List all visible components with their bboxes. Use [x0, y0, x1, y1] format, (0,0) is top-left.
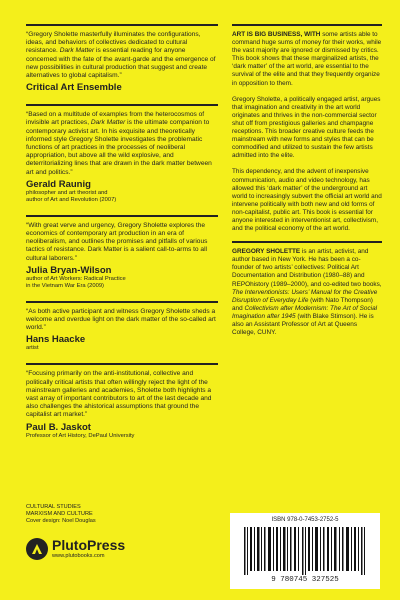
publisher-url: www.plutobooks.com [52, 553, 105, 559]
blurb-author: Critical Art Ensemble [26, 82, 122, 94]
blurb-quote: “As both active participant and witness Gregory Sholette sheds a welcome and overdue light on the dark matter of the so-called art world.” [26, 307, 216, 332]
blurb-4 [26, 301, 218, 353]
publisher-logo [26, 538, 125, 560]
divider [26, 363, 218, 365]
description-paragraph: This dependency, and the advent of inexpensive communication, audio and video technology, has allowed this ‘dark matter’ of the underground art world to increasingly subvert the official art world and intervene politically with both new and old forms of non-capitalist, public art. This book is essential for anyone interested in interventionist art, collectivism, and the political economy of the art world. [232, 168, 382, 233]
blurb-quote: “Gregory Sholette masterfully illuminates the configurations, ideas, and behaviors of collectives dedicated to cultural resistance. Dark Matter is essential reading for anyone concerned with the fate of the avant-garde and the emergence of new possibilities in cultural production that suggest and create alternatives to global capitalism.” [26, 31, 216, 80]
blurb-quote: “Based on a multitude of examples from the heterocosmos of invisible art practices, Dark Matter is the ultimate companion to contemporary activist art. In his exquisite and theoretically informed style Gregory Sholette investigates the problematic functions of art practices in the processes of neoliberal appropriation, but above all the wild explosive, and deterritorializing lines that are drawn in the dark matter between art and politics.” [26, 111, 212, 176]
subject-categories [26, 504, 96, 525]
divider [26, 215, 218, 217]
blurb-author: Julia Bryan-Wilson [26, 264, 112, 276]
blurb-2 [26, 104, 218, 204]
publisher-name: PlutoPress [52, 537, 126, 553]
divider [26, 24, 218, 26]
endorsements-column [26, 24, 218, 451]
blurb-author: Paul B. Jaskot [26, 421, 91, 433]
divider [232, 24, 382, 26]
description-paragraph: Gregory Sholette, a politically engaged artist, argues that imagination and creativity in the art world originates and thrives in the non-commercial sector shut off from prestigious galleries and champagne receptions. This broader creative culture feeds the mainstream with new forms and styles that can be commodified and utilized to sustain the few artists admitted into the elite. [232, 95, 381, 160]
category-line: MARXISM AND CULTURE [26, 511, 93, 517]
blurb-quote: “With great verve and urgency, Gregory Sholette explores the economics of contemporary art production in an era of neoliberalism, and outlines the promises and pitfalls of various tactics of resistance. Dark Matter is a salient call-to-arms to all cultural laborers.” [26, 221, 208, 262]
blurb-1 [26, 24, 218, 93]
category-line: CULTURAL STUDIES [26, 504, 81, 510]
blurb-5 [26, 363, 218, 439]
description-paragraph: ART IS BIG BUSINESS, WITH some artists able to command huge sums of money for their works, while the vast majority are ignored or dismissed by critics. This book shows that these marginalized artists, the ‘dark matter’ of the art world, are essential to the survival of the elite and that they frequently organize in opposition to them. [232, 31, 382, 87]
blurb-affiliation: in the Vietnam War Era (2009) [26, 282, 104, 289]
blurb-quote: “Focusing primarily on the anti-institutional, collective and politically critical artists that often willingly reject the light of the mainstream galleries and academies, Sholette both highlights a vast array of important contributors to art of the last decade and also challenges the ahistorical assumptions that ground the capitalist art market.” [26, 370, 212, 419]
blurb-affiliation: Professor of Art History, DePaul University [26, 432, 135, 439]
cover-credit: Cover design: Noel Douglas [26, 518, 96, 524]
barcode-icon [244, 527, 366, 575]
barcode-number: 9 780745 327525 [271, 576, 339, 584]
isbn-label: ISBN 978-0-7453-2752-5 [271, 517, 339, 523]
divider [232, 241, 382, 243]
blurb-affiliation: author of Art Workers: Radical Practice [26, 275, 126, 282]
divider [26, 301, 218, 303]
pluto-logo-icon [26, 538, 48, 560]
description-column [232, 24, 382, 345]
blurb-affiliation: author of Art and Revolution (2007) [26, 196, 117, 203]
blurb-affiliation: philosopher and art theorist and [26, 189, 108, 196]
isbn-barcode-box [230, 513, 380, 589]
blurb-author: Gerald Raunig [26, 178, 91, 190]
divider [26, 104, 218, 106]
blurb-author: Hans Haacke [26, 334, 86, 346]
blurb-affiliation: artist [26, 345, 39, 352]
blurb-3 [26, 215, 218, 290]
author-bio: GREGORY SHOLETTE is an artist, activist, and author based in New York. He has been a co-founder of two artists’ collectives: Political Art Documentation and Distribution (1980–88) and REPOhistory (1989–2000), and co-edited two books, The Interventionists: Users’ Manual for the Creative Disruption of Everyday Life (with Nato Thompson) and Collectivism after Modernism: The Art of Social Imagination after 1945 (with Blake Stimson). He is also an Assistant Professor of Art at Queens College, CUNY. [232, 248, 382, 337]
